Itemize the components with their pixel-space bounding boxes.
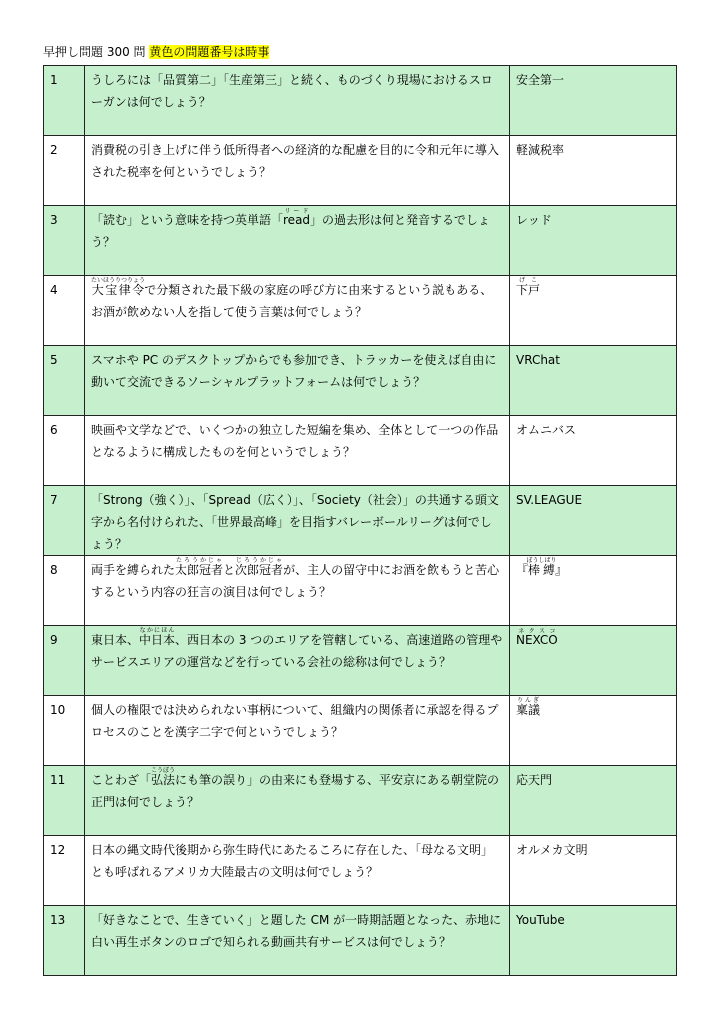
question-number: 4 bbox=[44, 276, 85, 346]
table-row bbox=[44, 766, 677, 836]
answer-text: 応天門 bbox=[510, 766, 677, 836]
question-number: 2 bbox=[44, 136, 85, 206]
question-text: 「好きなことで、生きていく」と題した CM が一時期話題となった、赤地に白い再生ボタンのロゴで知られる動画共有サービスは何でしょう？ bbox=[85, 906, 510, 976]
question-number: 12 bbox=[44, 836, 85, 906]
table-row bbox=[44, 626, 677, 696]
quiz-table bbox=[43, 65, 677, 976]
question-text: スマホや PC のデスクトップからでも参加でき、トラッカーを使えば自由に動いて交流できるソーシャルプラットフォームは何でしょう？ bbox=[85, 346, 510, 416]
table-row bbox=[44, 206, 677, 276]
table-row bbox=[44, 836, 677, 906]
answer-text: VRChat bbox=[510, 346, 677, 416]
table-row bbox=[44, 346, 677, 416]
question-text: 「読む」という意味を持つ英単語「readリード」の過去形は何と発音するでしょう？ bbox=[85, 206, 510, 276]
question-text: 日本の縄文時代後期から弥生時代にあたるころに存在した、「母なる文明」とも呼ばれるアメリカ大陸最古の文明は何でしょう？ bbox=[85, 836, 510, 906]
question-text: 両手を縛られた太郎冠者たろうかじゃと次郎冠者じろうかじゃが、主人の留守中にお酒を飲もうと苦心するという内容の狂言の演目は何でしょう？ bbox=[85, 556, 510, 626]
answer-text: 軽減税率 bbox=[510, 136, 677, 206]
answer-text: オムニバス bbox=[510, 416, 677, 486]
question-text: 大宝律令たいほうりつりょうで分類された最下級の家庭の呼び方に由来するという説もある、お酒が飲めない人を指して使う言葉は何でしょう？ bbox=[85, 276, 510, 346]
table-row bbox=[44, 136, 677, 206]
answer-text: 安全第一 bbox=[510, 66, 677, 136]
question-text: うしろには「品質第二」「生産第三」と続く、ものづくり現場におけるスローガンは何でしょう？ bbox=[85, 66, 510, 136]
question-text: 「Strong（強く）」、「Spread（広く）」、「Society（社会）」の共通する頭文字から名付けられた、「世界最高峰」を目指すバレーボールリーグは何でしょう？ bbox=[85, 486, 510, 556]
answer-text: レッド bbox=[510, 206, 677, 276]
question-text: 映画や文学などで、いくつかの独立した短編を集め、全体として一つの作品となるように構成したものを何というでしょう？ bbox=[85, 416, 510, 486]
answer-text: 稟議りんぎ bbox=[510, 696, 677, 766]
table-row bbox=[44, 556, 677, 626]
question-text: 東日本、中日本なかにほん、西日本の 3 つのエリアを管轄している、高速道路の管理やサービスエリアの運営などを行っている会社の総称は何でしょう？ bbox=[85, 626, 510, 696]
answer-text: 下戸げこ bbox=[510, 276, 677, 346]
question-number: 9 bbox=[44, 626, 85, 696]
question-number: 5 bbox=[44, 346, 85, 416]
question-number: 10 bbox=[44, 696, 85, 766]
question-number: 1 bbox=[44, 66, 85, 136]
table-row bbox=[44, 696, 677, 766]
question-number: 7 bbox=[44, 486, 85, 556]
answer-text: SV.LEAGUE bbox=[510, 486, 677, 556]
answer-text: YouTube bbox=[510, 906, 677, 976]
current-events-note: 黄色の問題番号は時事 bbox=[149, 45, 270, 59]
question-number: 11 bbox=[44, 766, 85, 836]
answer-text: 『棒縛ぼうしばり』 bbox=[510, 556, 677, 626]
page-header bbox=[43, 44, 269, 60]
table-row bbox=[44, 486, 677, 556]
question-text: ことわざ「弘法こうぼうにも筆の誤り」の由来にも登場する、平安京にある朝堂院の正門は何でしょう？ bbox=[85, 766, 510, 836]
question-number: 13 bbox=[44, 906, 85, 976]
answer-text: オルメカ文明 bbox=[510, 836, 677, 906]
question-number: 6 bbox=[44, 416, 85, 486]
question-number: 3 bbox=[44, 206, 85, 276]
question-number: 8 bbox=[44, 556, 85, 626]
table-row bbox=[44, 906, 677, 976]
table-row bbox=[44, 66, 677, 136]
table-row bbox=[44, 416, 677, 486]
question-text: 個人の権限では決められない事柄について、組織内の関係者に承認を得るプロセスのことを漢字二字で何というでしょう？ bbox=[85, 696, 510, 766]
document-title: 早押し問題 300 問 bbox=[43, 45, 146, 59]
table-row bbox=[44, 276, 677, 346]
answer-text: NEXCOネクスコ bbox=[510, 626, 677, 696]
question-text: 消費税の引き上げに伴う低所得者への経済的な配慮を目的に令和元年に導入された税率を何というでしょう？ bbox=[85, 136, 510, 206]
